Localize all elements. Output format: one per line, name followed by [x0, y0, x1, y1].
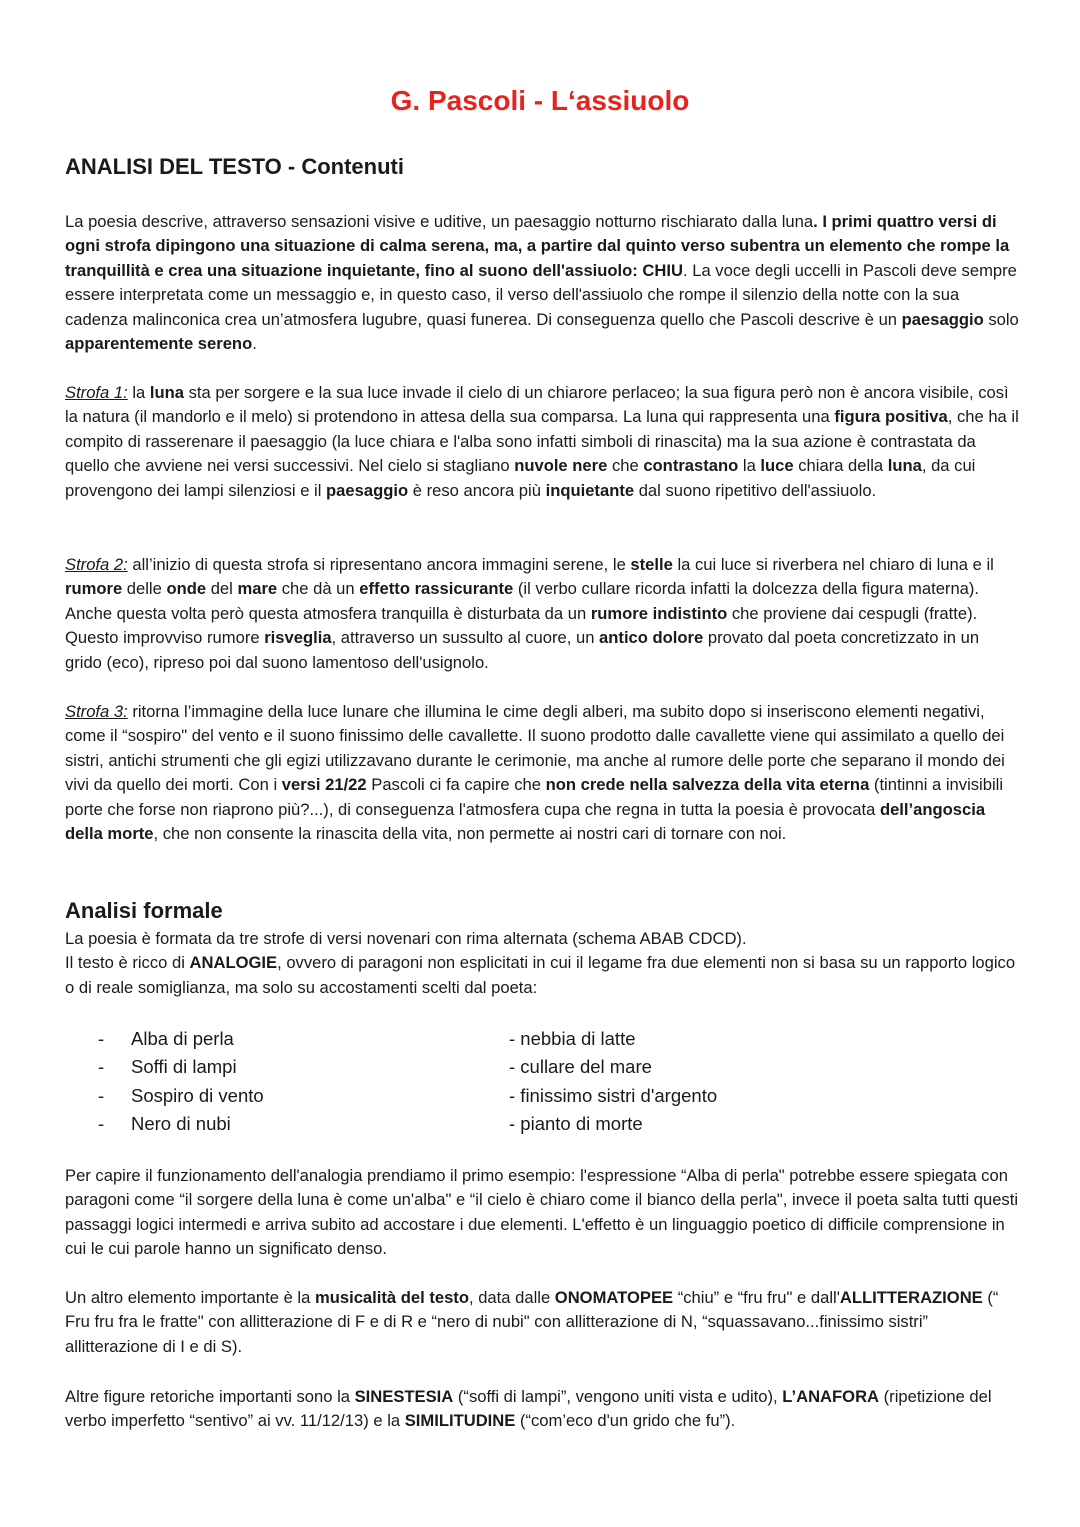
strofa1-label: Strofa 1:	[65, 383, 128, 402]
strofa3-paragraph: Strofa 3: ritorna l’immagine della luce lunare che illumina le cime degli alberi, ma subito dopo si inseriscono elementi negativi, come il “sospiro" del vento e il suono finissimo delle cavallette. Il suono prodotto dalle cavallette viene qui assimilato a quello dei sistri, antichi strumenti che gli egizi utilizzavano durante le cerimonie, ma anche al rumore delle porte che separano il mondo dei vivi da quello dei morti. Con i versi 21/22 Pascoli ci fa capire che non crede nella salvezza della vita eterna (tintinni a invisibili porte che forse non riaprono più?...), di conseguenza l'atmosfera cupa che regna in tutta la poesia è provocata dell’angoscia della morte, che non consente la rinascita della vita, non permette ai nostri cari di tornare con noi.	[65, 702, 1005, 844]
strofa1-paragraph: Strofa 1: la luna sta per sorgere e la sua luce invade il cielo di un chiarore perlaceo; la sua figura però non è ancora visibile, così la natura (il mandorlo e il melo) si protendono in attesa della sua comparsa. La luna qui rappresenta una figura positiva, che ha il compito di rasserenare il paesaggio (la luce chiara e l'alba sono infatti simboli di rinascita) ma la sua azione è contrastata da quello che avviene nei versi successivi. Nel cielo si stagliano nuvole nere che contrastano la luce chiara della luna, da cui provengono dei lampi silenziosi e il paesaggio è reso ancora più inquietante dal suono ripetitivo dell'assiuolo.	[65, 383, 1019, 500]
list-item: - Nero di nubi	[98, 1112, 231, 1134]
list-item: - finissimo sistri d'argento	[509, 1084, 718, 1106]
musicalita-paragraph: Un altro elemento importante è la musicalità del testo, data dalle ONOMATOPEE “chiu” e “fru fru" e dall'ALLITTERAZIONE (“ Fru fru fra le fratte" con allitterazione di F e di R e “nero di nubi" con allitterazione di N, “squassavano...finissimo sistri” allitterazione di I e di S).	[65, 1288, 999, 1356]
list-item: - Soffi di lampi	[98, 1056, 237, 1078]
list-item: - nebbia di latte	[509, 1028, 636, 1049]
list-item: - cullare del mare	[509, 1056, 652, 1078]
section-heading-formale: Analisi formale	[65, 898, 223, 923]
analogies-list-right	[509, 1025, 717, 1138]
page-title: G. Pascoli - L‘assiuolo	[390, 84, 690, 116]
strofa2-paragraph: Strofa 2: all’inizio di questa strofa si ripresentano ancora immagini serene, le stelle la cui luce si riverbera nel chiaro di luna e il rumore delle onde del mare che dà un effetto rassicurante (il verbo cullare ricorda infatti la dolcezza della figura materna). Anche questa volta però questa atmosfera tranquilla è disturbata da un rumore indistinto che proviene dai cespugli (fratte). Questo improvviso rumore risveglia, attraverso un sussulto al cuore, un antico dolore provato dal poeta concretizzato in un grido (eco), ripreso poi dal suono lamentoso dell'usignolo.	[65, 555, 994, 672]
section-heading-contenuti: ANALISI DEL TESTO - Contenuti	[65, 154, 404, 179]
analogia-paragraph: Per capire il funzionamento dell'analogia prendiamo il primo esempio: l'espressione “Alba di perla" potrebbe essere spiegata con paragoni come “il sorgere della luna è come un'alba" e “il cielo è chiaro come il bianco della perla", invece il poeta salta tutti questi passaggi logici intermedi e arriva subito ad accostare i due elementi. L'effetto è un linguaggio poetico di difficile comprensione in cui le cui parole hanno un significato denso.	[65, 1166, 1019, 1259]
analogies-list-left	[98, 1025, 264, 1138]
formale-paragraph: La poesia è formata da tre strofe di versi novenari con rima alternata (schema ABAB CDCD). Il testo è ricco di ANALOGIE, ovvero di paragoni non esplicitati in cui il legame fra due elementi non si basa su un rapporto logico o di reale somiglianza, ma solo su accostamenti scelti dal poeta:	[65, 929, 1016, 997]
strofa2-label: Strofa 2:	[65, 555, 128, 574]
list-item: - Sospiro di vento	[98, 1084, 264, 1106]
list-item: - pianto di morte	[509, 1112, 643, 1134]
intro-paragraph: La poesia descrive, attraverso sensazioni visive e uditive, un paesaggio notturno rischiarato dalla luna. I primi quattro versi di ogni strofa dipingono una situazione di calma serena, ma, a partire dal quinto verso subentra un elemento che rompe la tranquillità e crea una situazione inquietante, fino al suono dell'assiuolo: CHIU. La voce degli uccelli in Pascoli deve sempre essere interpretata come un messaggio e, in questo caso, il verso dell'assiuolo che rompe il silenzio della notte con la sua cadenza malinconica crea un’atmosfera lugubre, quasi funerea. Di conseguenza quello che Pascoli descrive è un paesaggio solo apparentemente sereno.	[65, 212, 1019, 354]
list-item: - Alba di perla	[98, 1028, 234, 1049]
figure-retoriche-paragraph: Altre figure retoriche importanti sono la SINESTESIA (“soffi di lampi”, vengono uniti vista e udito), L’ANAFORA (ripetizione del verbo imperfetto “sentivo” ai vv. 11/12/13) e la SIMILITUDINE (“com’eco d'un grido che fu”).	[65, 1387, 992, 1431]
strofa3-label: Strofa 3:	[65, 702, 128, 721]
